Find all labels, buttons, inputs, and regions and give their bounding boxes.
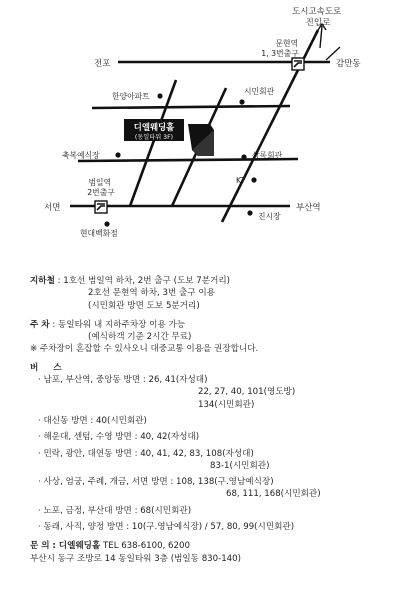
subway-label: 지하철 bbox=[30, 276, 55, 286]
beomil-station-label: 범일역 2번출구 bbox=[87, 178, 115, 197]
bus-route-3: · 민락, 광안, 대연동 방면 : 40, 41, 42, 83, 108(자성대) bbox=[38, 448, 254, 459]
bus-route-0-line-3: 134(시민회관) bbox=[198, 399, 255, 410]
point-city-hall bbox=[239, 99, 244, 104]
point-kt bbox=[251, 177, 256, 182]
bus-route-6: · 동래, 사직, 양정 방면 : 10(구.영남예식장) / 57, 80, 99(시민회관) bbox=[38, 522, 295, 533]
kt-label: KT bbox=[236, 176, 246, 185]
subway-line-1: : 1호선 범일역 하차, 2번 출구 (도보 7분거리) bbox=[57, 276, 231, 286]
wedding-hall-label: 디엘웨딩홀 bbox=[133, 122, 175, 132]
bus-route-4: · 사상, 엄궁, 주례, 개금, 서면 방면 : 108, 138(구.영남예식장) bbox=[38, 477, 274, 488]
hanyang-apt-label: 한양아파트 bbox=[112, 92, 150, 101]
point-sangrok bbox=[241, 154, 246, 159]
subway-line-3: (시민회관 방면 도보 5분거리) bbox=[88, 300, 200, 311]
parking-line-1: : 동일타워 내 지하주차장 이용 가능 bbox=[52, 319, 186, 330]
seomyeon-label: 서면 bbox=[44, 203, 61, 213]
contact-name: : 디엘웨딩홀 bbox=[52, 541, 101, 552]
point-chukbok bbox=[115, 152, 120, 157]
contact-label: 문 의 bbox=[30, 541, 50, 552]
subway-section bbox=[30, 275, 390, 287]
gamman-label: 감만동 bbox=[336, 59, 361, 69]
parking-note: ※ 주차장이 혼잡할 수 있사오니 대중교통 이용을 권장합니다. bbox=[30, 344, 259, 355]
bus-route-4-line-2: 68, 111, 168(시민회관) bbox=[226, 489, 321, 500]
jeonpo-label: 전포 bbox=[94, 59, 111, 69]
sangrok-label: 상록회관 bbox=[252, 151, 283, 160]
bus-route-2: · 해운대, 센텀, 수영 방면 : 40, 42(자성대) bbox=[38, 432, 200, 443]
parking-line-2: (예식하객 기준 2시간 무료) bbox=[88, 332, 192, 343]
chukbok-label: 축복예식장 bbox=[62, 151, 100, 160]
point-hyundai bbox=[104, 221, 109, 226]
wedding-hall-sublabel: (동일타워 3F) bbox=[134, 134, 174, 141]
munhyeon-station-label: 문현역 1, 3번출구 bbox=[261, 39, 299, 58]
road-hanyang bbox=[92, 106, 290, 108]
subway-marker-beomil bbox=[95, 201, 107, 213]
contact-section bbox=[30, 540, 390, 552]
contact-tel: TEL 638-6100, 6200 bbox=[103, 541, 190, 552]
wedding-hall-building-icon bbox=[188, 124, 214, 156]
bus-route-3-line-2: 83-1(시민회관) bbox=[210, 460, 270, 471]
bus-route-0-line-2: 22, 27, 40, 101(영도방) bbox=[198, 387, 296, 398]
expressway-label: 도시고속도로 진입로 bbox=[292, 7, 342, 28]
bus-route-0: · 남포, 부산역, 중앙동 방면 : 26, 41(자성대) bbox=[38, 375, 208, 386]
parking-section bbox=[30, 319, 390, 331]
point-hanyang bbox=[157, 93, 162, 98]
jinsijang-label: 진시장 bbox=[258, 212, 281, 221]
hyundai-dept-label: 현대백화점 bbox=[80, 229, 118, 238]
bus-route-5: · 노포, 금정, 부산대 방면 : 68(시민회관) bbox=[38, 505, 192, 516]
bus-label: 버 스 bbox=[30, 362, 68, 373]
subway-marker-munhyeon bbox=[292, 58, 304, 70]
subway-line-2: 2호선 문현역 하차, 3번 출구 이용 bbox=[88, 288, 215, 299]
point-jinsijang bbox=[247, 210, 252, 215]
busan-station-label: 부산역 bbox=[296, 203, 321, 213]
contact-address: 부산시 동구 조방로 14 동일타워 3층 (범일동 830-140) bbox=[30, 553, 241, 564]
location-map bbox=[0, 0, 400, 270]
expressway-arrow bbox=[318, 24, 340, 60]
city-hall-label: 시민회관 bbox=[244, 87, 275, 96]
parking-label: 주 차 bbox=[30, 319, 50, 330]
directions-info bbox=[30, 275, 390, 565]
bus-route-1: · 대신동 방면 : 40(시민회관) bbox=[38, 415, 147, 426]
